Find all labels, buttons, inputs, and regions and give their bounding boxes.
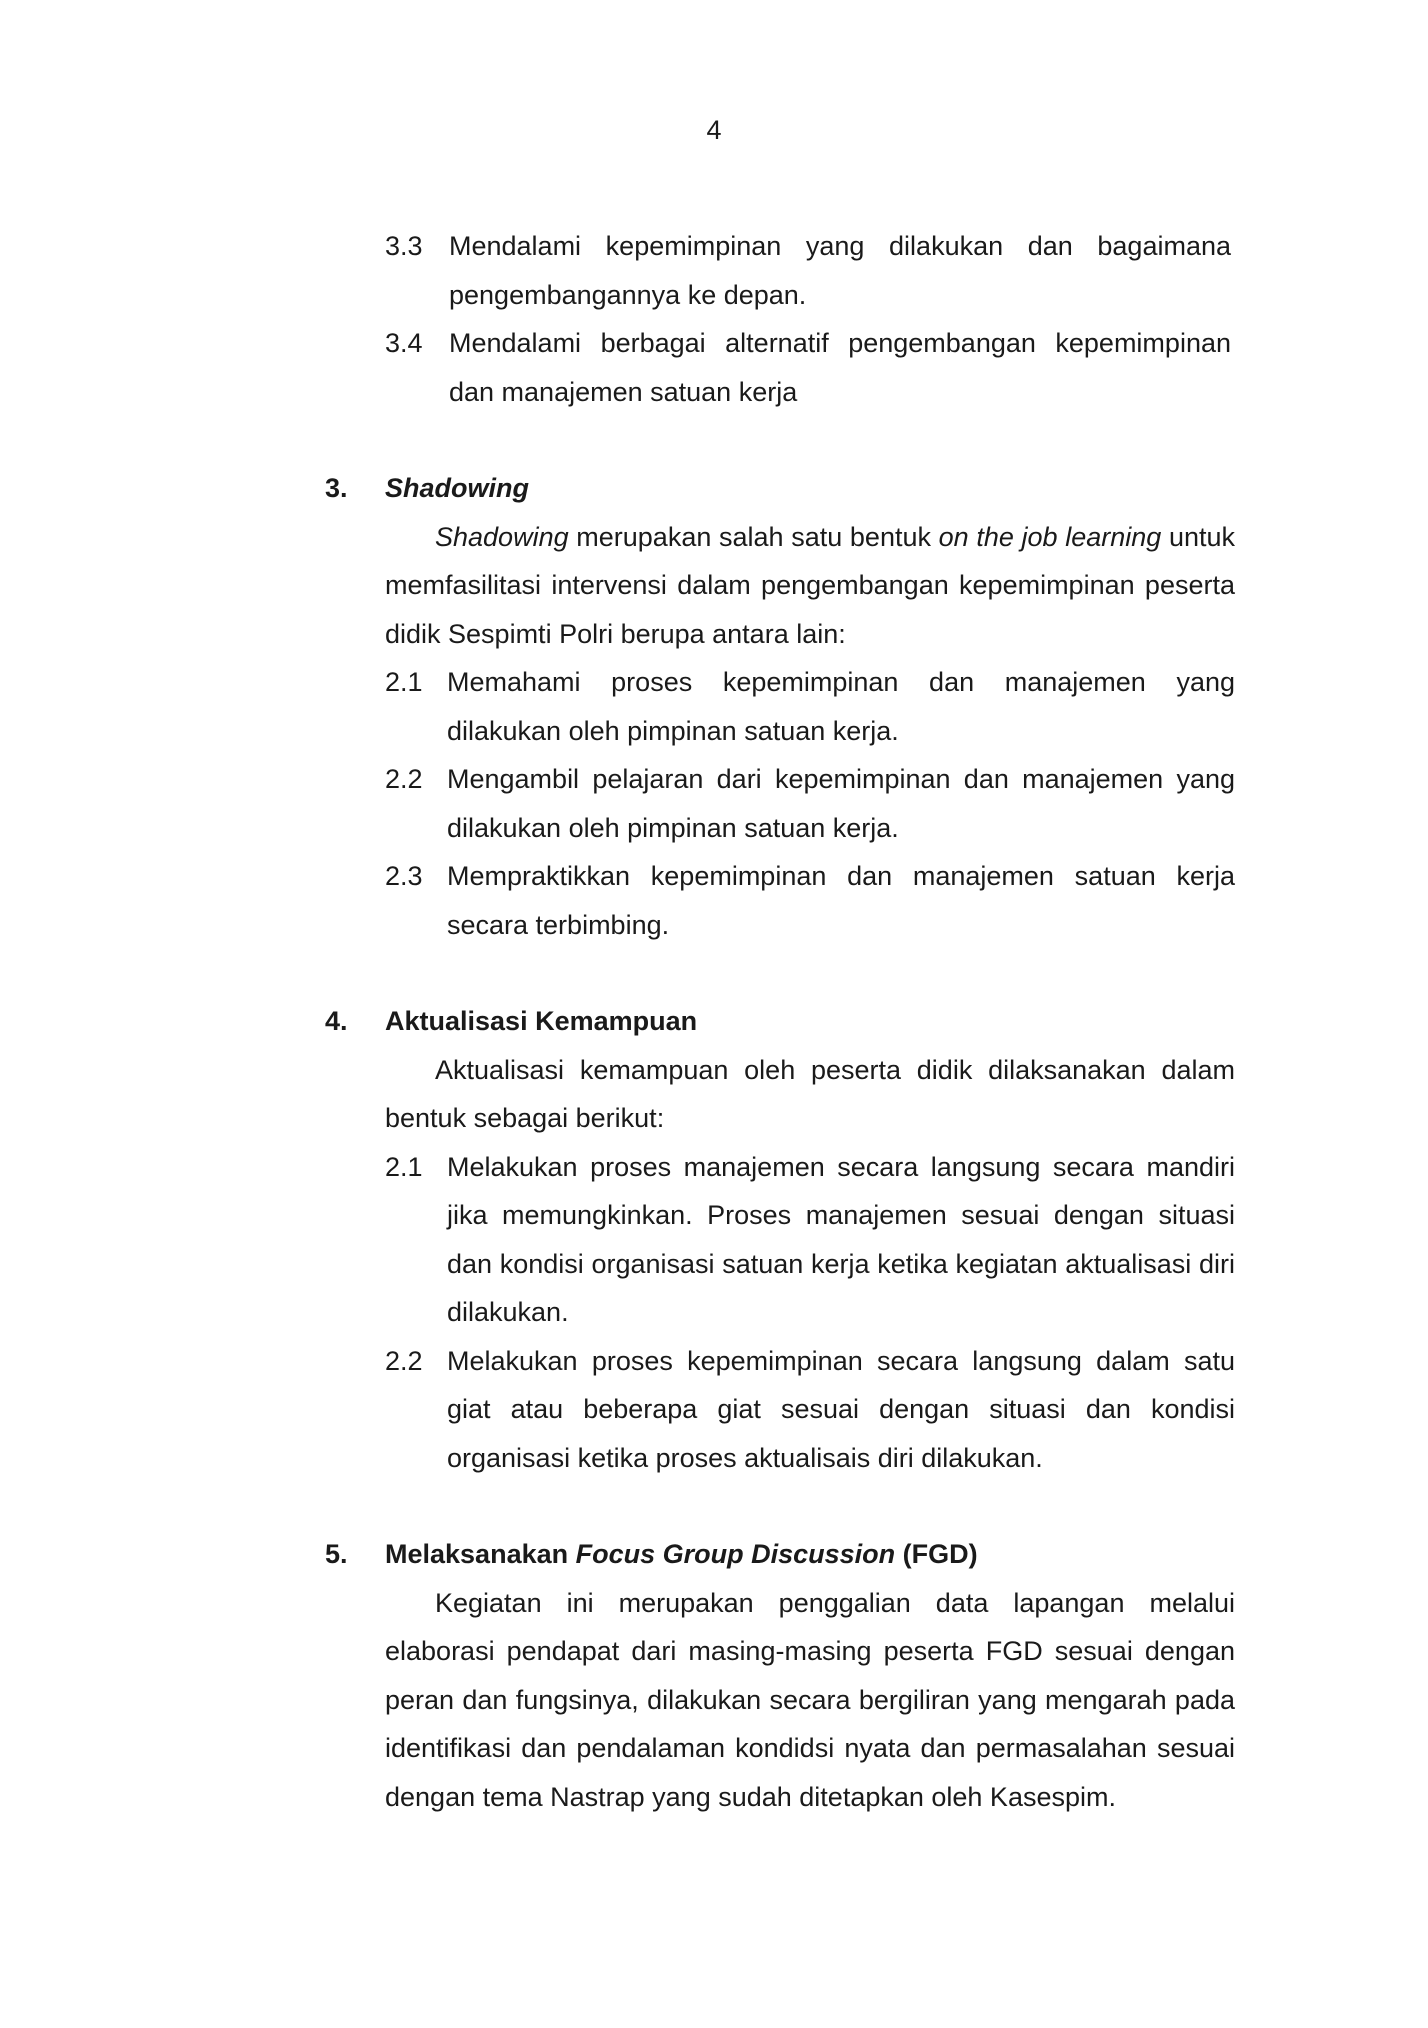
section-number: 5.	[325, 1539, 348, 1569]
document-content	[325, 222, 1235, 1821]
section-shadowing	[325, 464, 1236, 949]
list-item-number: 2.3	[385, 861, 423, 891]
list-item-text: Mendalami kepemimpinan yang dilakukan dan bagaimana pengembangannya ke depan.	[449, 231, 1231, 310]
paragraph-text: merupakan salah satu bentuk	[568, 521, 939, 552]
section-paragraph: Kegiatan ini merupakan penggalian data lapangan melalui elaborasi pendapat dari masing-masing peserta FGD sesuai dengan peran dan fungsinya, dilakukan secara bergiliran yang mengarah pada identifikasi dan pendalaman kondidsi nyata dan permasalahan sesuai dengan tema Nastrap yang sudah ditetapkan oleh Kasespim.	[385, 1587, 1235, 1812]
section-title: Aktualisasi Kemampuan	[385, 1006, 698, 1036]
paragraph-term: on the job learning	[938, 521, 1162, 552]
list-item	[385, 755, 1235, 852]
paragraph-text: untuk memfasilitasi intervensi dalam pengembangan kepemimpinan peserta didik Sespimti Polri berupa antara lain:	[385, 521, 1236, 649]
list-item-text: Memahami proses kepemimpinan dan manajemen yang dilakukan oleh pimpinan satuan kerja.	[447, 667, 1235, 746]
section-fgd	[325, 1530, 1235, 1821]
list-item-number: 3.4	[385, 328, 423, 358]
section-title-part: Melaksanakan	[385, 1539, 576, 1569]
list-item-number: 3.3	[385, 231, 423, 261]
list-item	[385, 1143, 1235, 1337]
section-paragraph: Aktualisasi kemampuan oleh peserta didik dilaksanakan dalam bentuk sebagai berikut:	[385, 1054, 1235, 1133]
list-item	[385, 319, 1231, 416]
continued-list	[385, 222, 1231, 416]
section-paragraph	[385, 513, 1235, 659]
section-title: Shadowing	[385, 473, 529, 503]
paragraph-term: Shadowing	[435, 521, 569, 552]
list-item-text: Mengambil pelajaran dari kepemimpinan dan manajemen yang dilakukan oleh pimpinan satuan kerja.	[447, 764, 1235, 843]
section-title	[385, 1539, 978, 1569]
section-heading	[325, 1530, 1235, 1579]
list-item-text: Melakukan proses kepemimpinan secara langsung dalam satu giat atau beberapa giat sesuai dengan situasi dan kondisi organisasi ketika proses aktualisais diri dilakukan.	[447, 1345, 1235, 1473]
page-number: 4	[706, 115, 722, 145]
list-item	[385, 658, 1235, 755]
list-item-number: 2.2	[385, 764, 423, 794]
list-item-number: 2.2	[385, 1345, 423, 1376]
section-number: 4.	[325, 1006, 348, 1036]
section-heading	[325, 464, 1235, 513]
list-item-text: Mendalami berbagai alternatif pengembangan kepemimpinan dan manajemen satuan kerja	[449, 328, 1231, 407]
list-item	[385, 1337, 1235, 1483]
list-item-number: 2.1	[385, 667, 423, 697]
list-item-text: Melakukan proses manajemen secara langsung secara mandiri jika memungkinkan. Proses manajemen sesuai dengan situasi dan kondisi organisasi satuan kerja ketika kegiatan aktualisasi diri dilakukan.	[447, 1151, 1235, 1327]
section-aktualisasi	[325, 997, 1235, 1482]
list-item	[385, 852, 1235, 949]
list-item	[385, 222, 1231, 319]
list-item-text: Mempraktikkan kepemimpinan dan manajemen satuan kerja secara terbimbing.	[447, 861, 1235, 940]
list-item-number: 2.1	[385, 1151, 423, 1182]
section-number: 3.	[325, 473, 348, 503]
section-heading	[325, 997, 1235, 1046]
section-title-part: Focus Group Discussion	[575, 1539, 896, 1569]
section-title-part: (FGD)	[895, 1539, 978, 1569]
